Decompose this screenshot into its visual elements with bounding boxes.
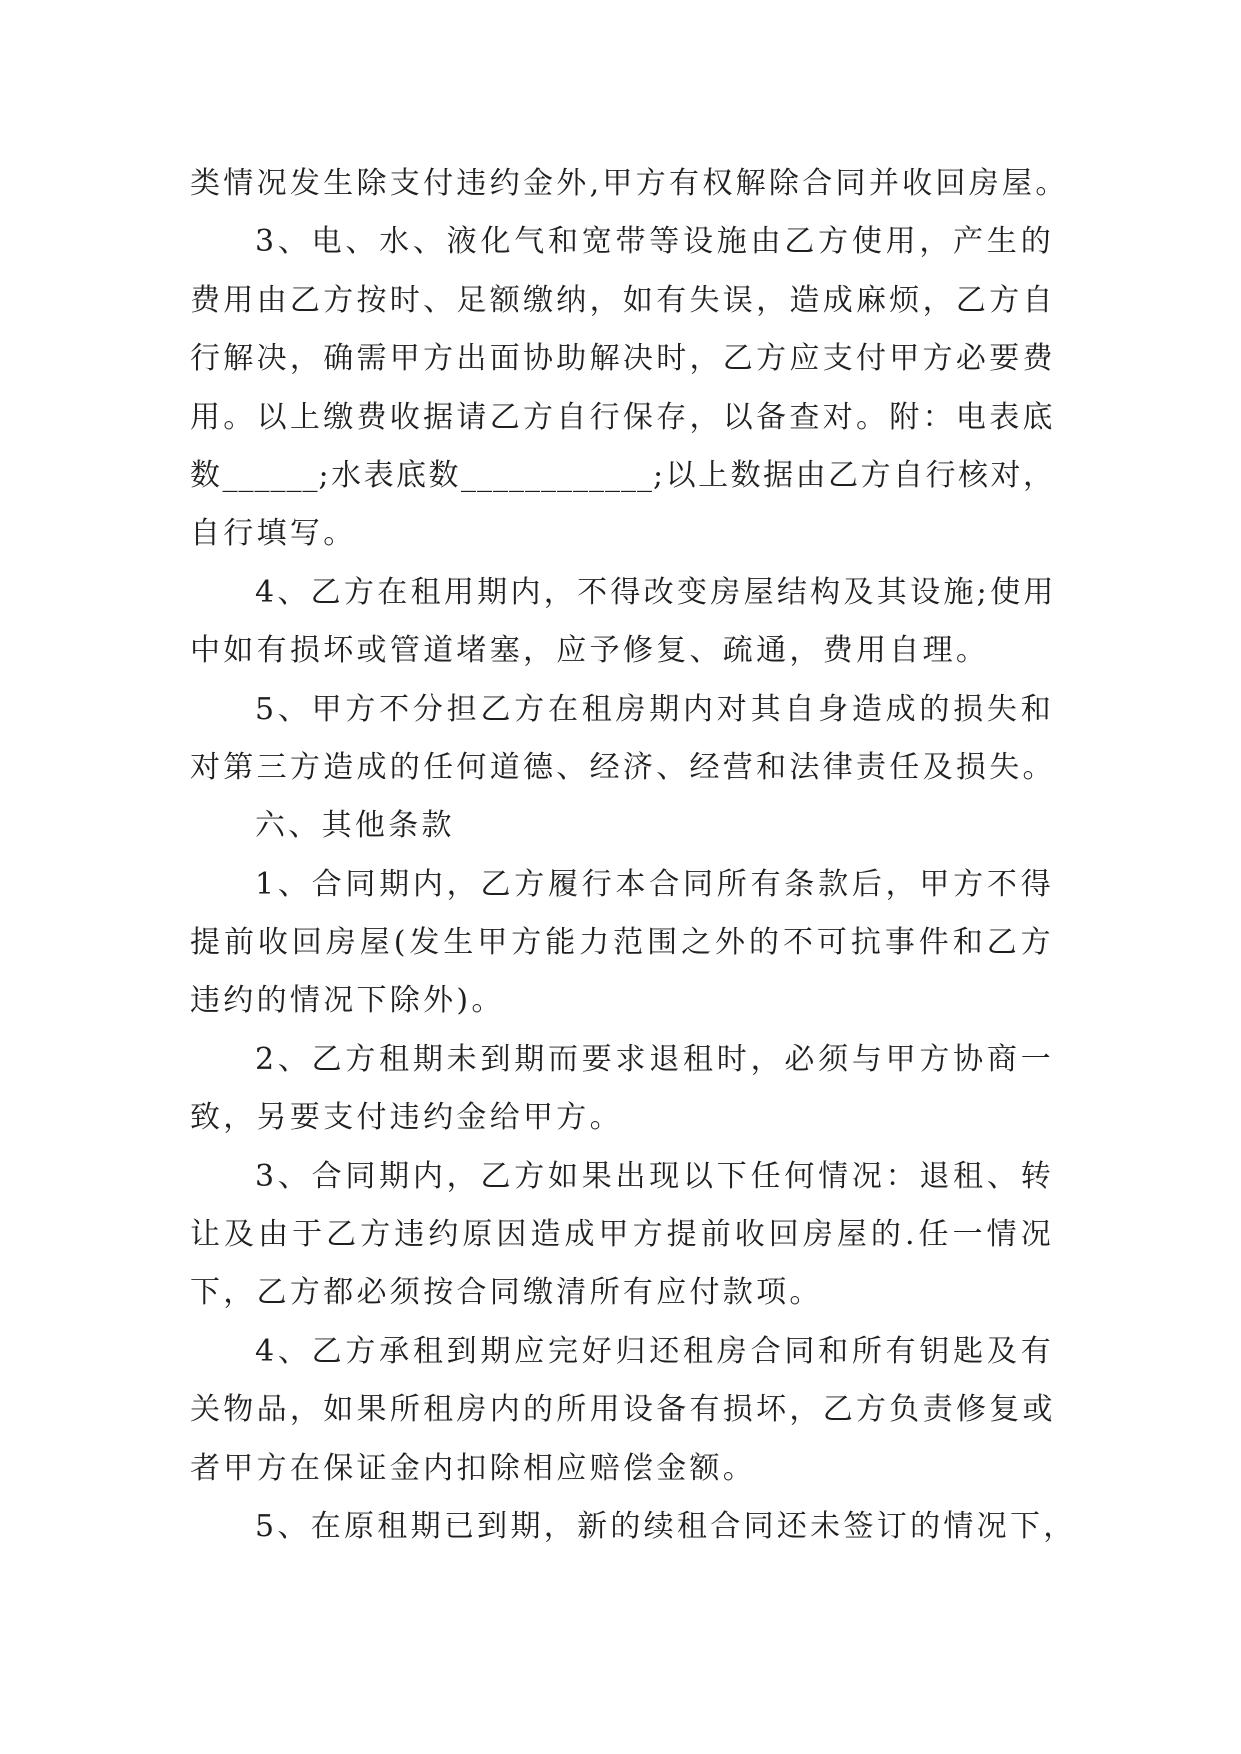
clause-structure xyxy=(190,564,1057,681)
text-line: 5、甲方不分担乙方在租房期内对其自身造成的损失和 xyxy=(255,691,1054,727)
text-line: 行解决，确需甲方出面协助解决时，乙方应支付甲方必要费 xyxy=(190,341,1056,377)
text-line: 违约的情况下除外)。 xyxy=(190,983,505,1019)
document-body xyxy=(190,155,1077,1556)
meter-reading-line: 数______;水表底数____________;以上数据由乙方自行核对， xyxy=(190,457,1054,493)
text-line: 3、合同期内，乙方如果出现以下任何情况：退租、转 xyxy=(255,1158,1054,1194)
text-line: 费用由乙方按时、足额缴纳，如有失误，造成麻烦，乙方自 xyxy=(190,282,1056,318)
text-line: 4、乙方承租到期应完好归还租房合同和所有钥匙及有 xyxy=(255,1333,1054,1369)
text-line: 中如有损坏或管道堵塞，应予修复、疏通，费用自理。 xyxy=(190,633,990,669)
clause-payment-obligation xyxy=(190,1148,1054,1323)
clause-utilities xyxy=(190,213,1054,563)
text-line: 关物品，如果所租房内的所用设备有损坏，乙方负责修复或 xyxy=(190,1392,1056,1428)
text-line: 致，另要支付违约金给甲方。 xyxy=(190,1100,623,1136)
text-line: 4、乙方在租用期内，不得改变房屋结构及其设施;使用 xyxy=(255,574,1057,610)
text-line: 让及由于乙方违约原因造成甲方提前收回房屋的.任一情况 xyxy=(190,1217,1054,1253)
text-line: 类情况发生除支付违约金外,甲方有权解除合同并收回房屋。 xyxy=(190,166,1069,201)
paragraph-continued xyxy=(190,155,1069,213)
section-heading: 六、其他条款 xyxy=(255,808,455,844)
text-line: 提前收回房屋(发生甲方能力范围之外的不可抗事件和乙方 xyxy=(190,925,1054,961)
clause-early-termination xyxy=(190,1031,1054,1148)
text-line: 者甲方在保证金内扣除相应赔偿金额。 xyxy=(190,1450,757,1486)
text-line: 自行填写。 xyxy=(190,516,357,552)
text-line: 5、在原租期已到期，新的续租合同还未签订的情况下， xyxy=(255,1508,1077,1544)
section-heading-other-terms xyxy=(190,797,1054,855)
clause-early-repossession xyxy=(190,856,1054,1031)
text-line: 3、电、水、液化气和宽带等设施由乙方使用，产生的 xyxy=(255,224,1054,260)
text-line: 对第三方造成的任何道德、经济、经营和法律责任及损失。 xyxy=(190,749,1056,785)
clause-return-property xyxy=(190,1323,1054,1498)
text-line: 2、乙方租期未到期而要求退租时，必须与甲方协商一 xyxy=(255,1041,1054,1077)
text-line: 下，乙方都必须按合同缴清所有应付款项。 xyxy=(190,1275,823,1311)
text-line: 1、合同期内，乙方履行本合同所有条款后，甲方不得 xyxy=(255,866,1054,902)
clause-renewal xyxy=(190,1498,1077,1556)
clause-liability xyxy=(190,681,1054,798)
text-line: 用。以上缴费收据请乙方自行保存，以备查对。附：电表底 xyxy=(190,399,1056,435)
